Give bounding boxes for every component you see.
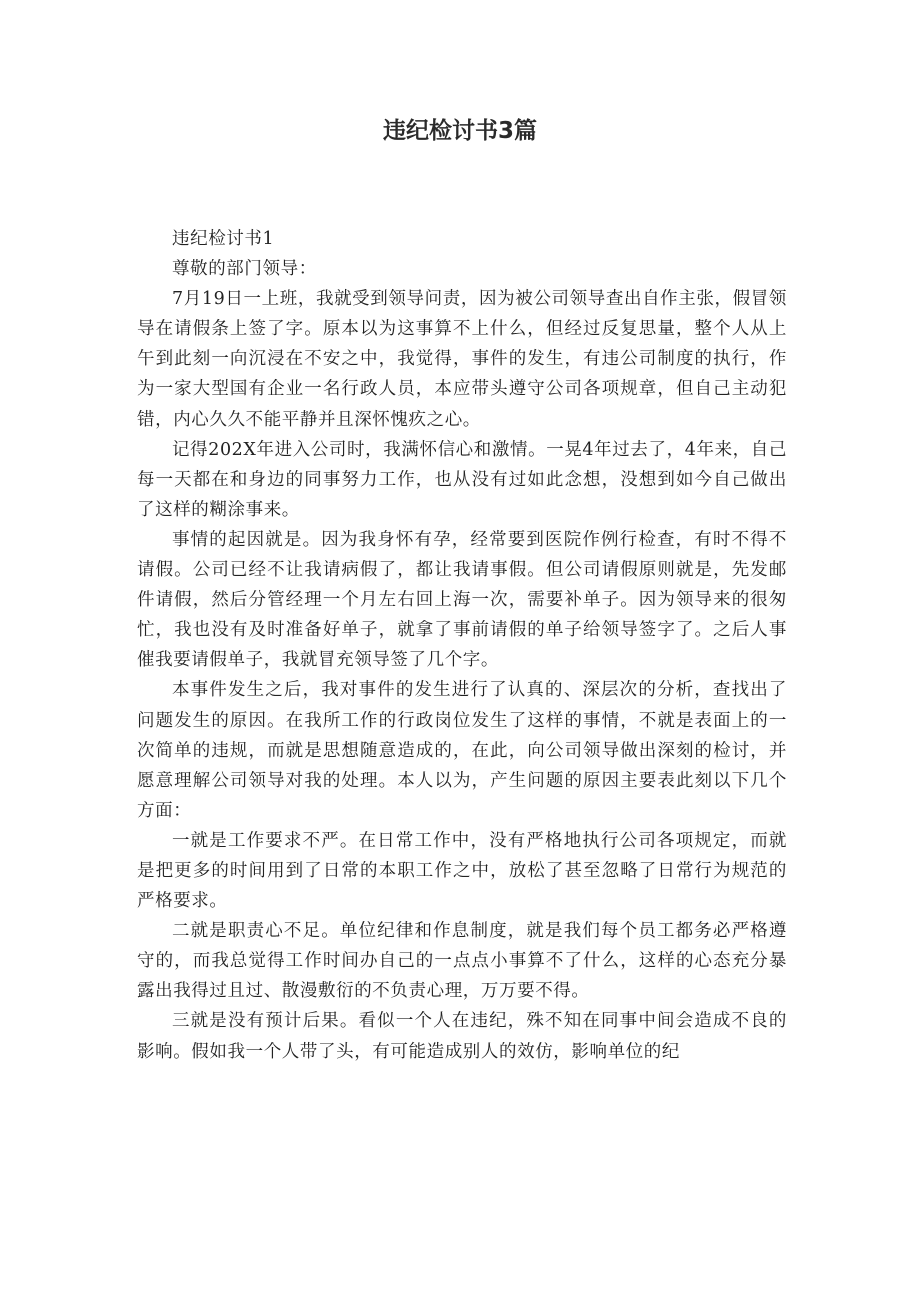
salutation: 尊敬的部门领导：: [172, 259, 317, 280]
section-heading: 违纪检讨书1: [172, 229, 275, 249]
body-paragraph: 三就是没有预计后果。看似一个人在违纪，殊不知在同事中间会造成不良的影响。假如我一个人带了头，有可能造成别人的效仿，影响单位的纪: [137, 1011, 787, 1062]
document-body: [137, 224, 787, 1067]
body-paragraph: 本事件发生之后，我对事件的发生进行了认真的、深层次的分析，查找出了问题发生的原因。在我所工作的行政岗位发生了这样的事情，不就是表面上的一次简单的违规，而就是思想随意造成的，在此，向公司领导做出深刻的检讨，并愿意理解公司领导对我的处理。本人以为，产生问题的原因主要表此刻以下几个方面：: [137, 680, 787, 821]
body-paragraph: 事情的起因就是。因为我身怀有孕，经常要到医院作例行检查，有时不得不请假。公司已经不让我请病假了，都让我请事假。但公司请假原则就是，先发邮件请假，然后分管经理一个月左右回上海一次，需要补单子。因为领导来的很匆忙，我也没有及时准备好单子，就拿了事前请假的单子给领导签字了。之后人事催我要请假单子，我就冒充领导签了几个字。: [137, 529, 787, 671]
body-paragraph: 二就是职责心不足。单位纪律和作息制度，就是我们每个员工都务必严格遵守的，而我总觉得工作时间办自己的一点点小事算不了什么，这样的心态充分暴露出我得过且过、散漫敷衍的不负责心理，万万要不得。: [137, 921, 787, 1002]
body-paragraph: 一就是工作要求不严。在日常工作中，没有严格地执行公司各项规定，而就是把更多的时间用到了日常的本职工作之中，放松了甚至忽略了日常行为规范的严格要求。: [137, 830, 787, 912]
body-paragraph: 7月19日一上班，我就受到领导问责，因为被公司领导查出自作主张，假冒领导在请假条上签了字。原本以为这事算不上什么，但经过反复思量，整个人从上午到此刻一向沉浸在不安之中，我觉得，事件的发生，有违公司制度的执行，作为一家大型国有企业一名行政人员，本应带头遵守公司各项规章，但自己主动犯错，内心久久不能平静并且深怀愧疚之心。: [137, 289, 787, 430]
document-title: 违纪检讨书3篇: [382, 118, 537, 144]
body-paragraph: 记得202X年进入公司时，我满怀信心和激情。一晃4年过去了，4年来，自己每一天都在和身边的同事努力工作，也从没有过如此念想，没想到如今自己做出了这样的糊涂事来。: [137, 439, 787, 520]
